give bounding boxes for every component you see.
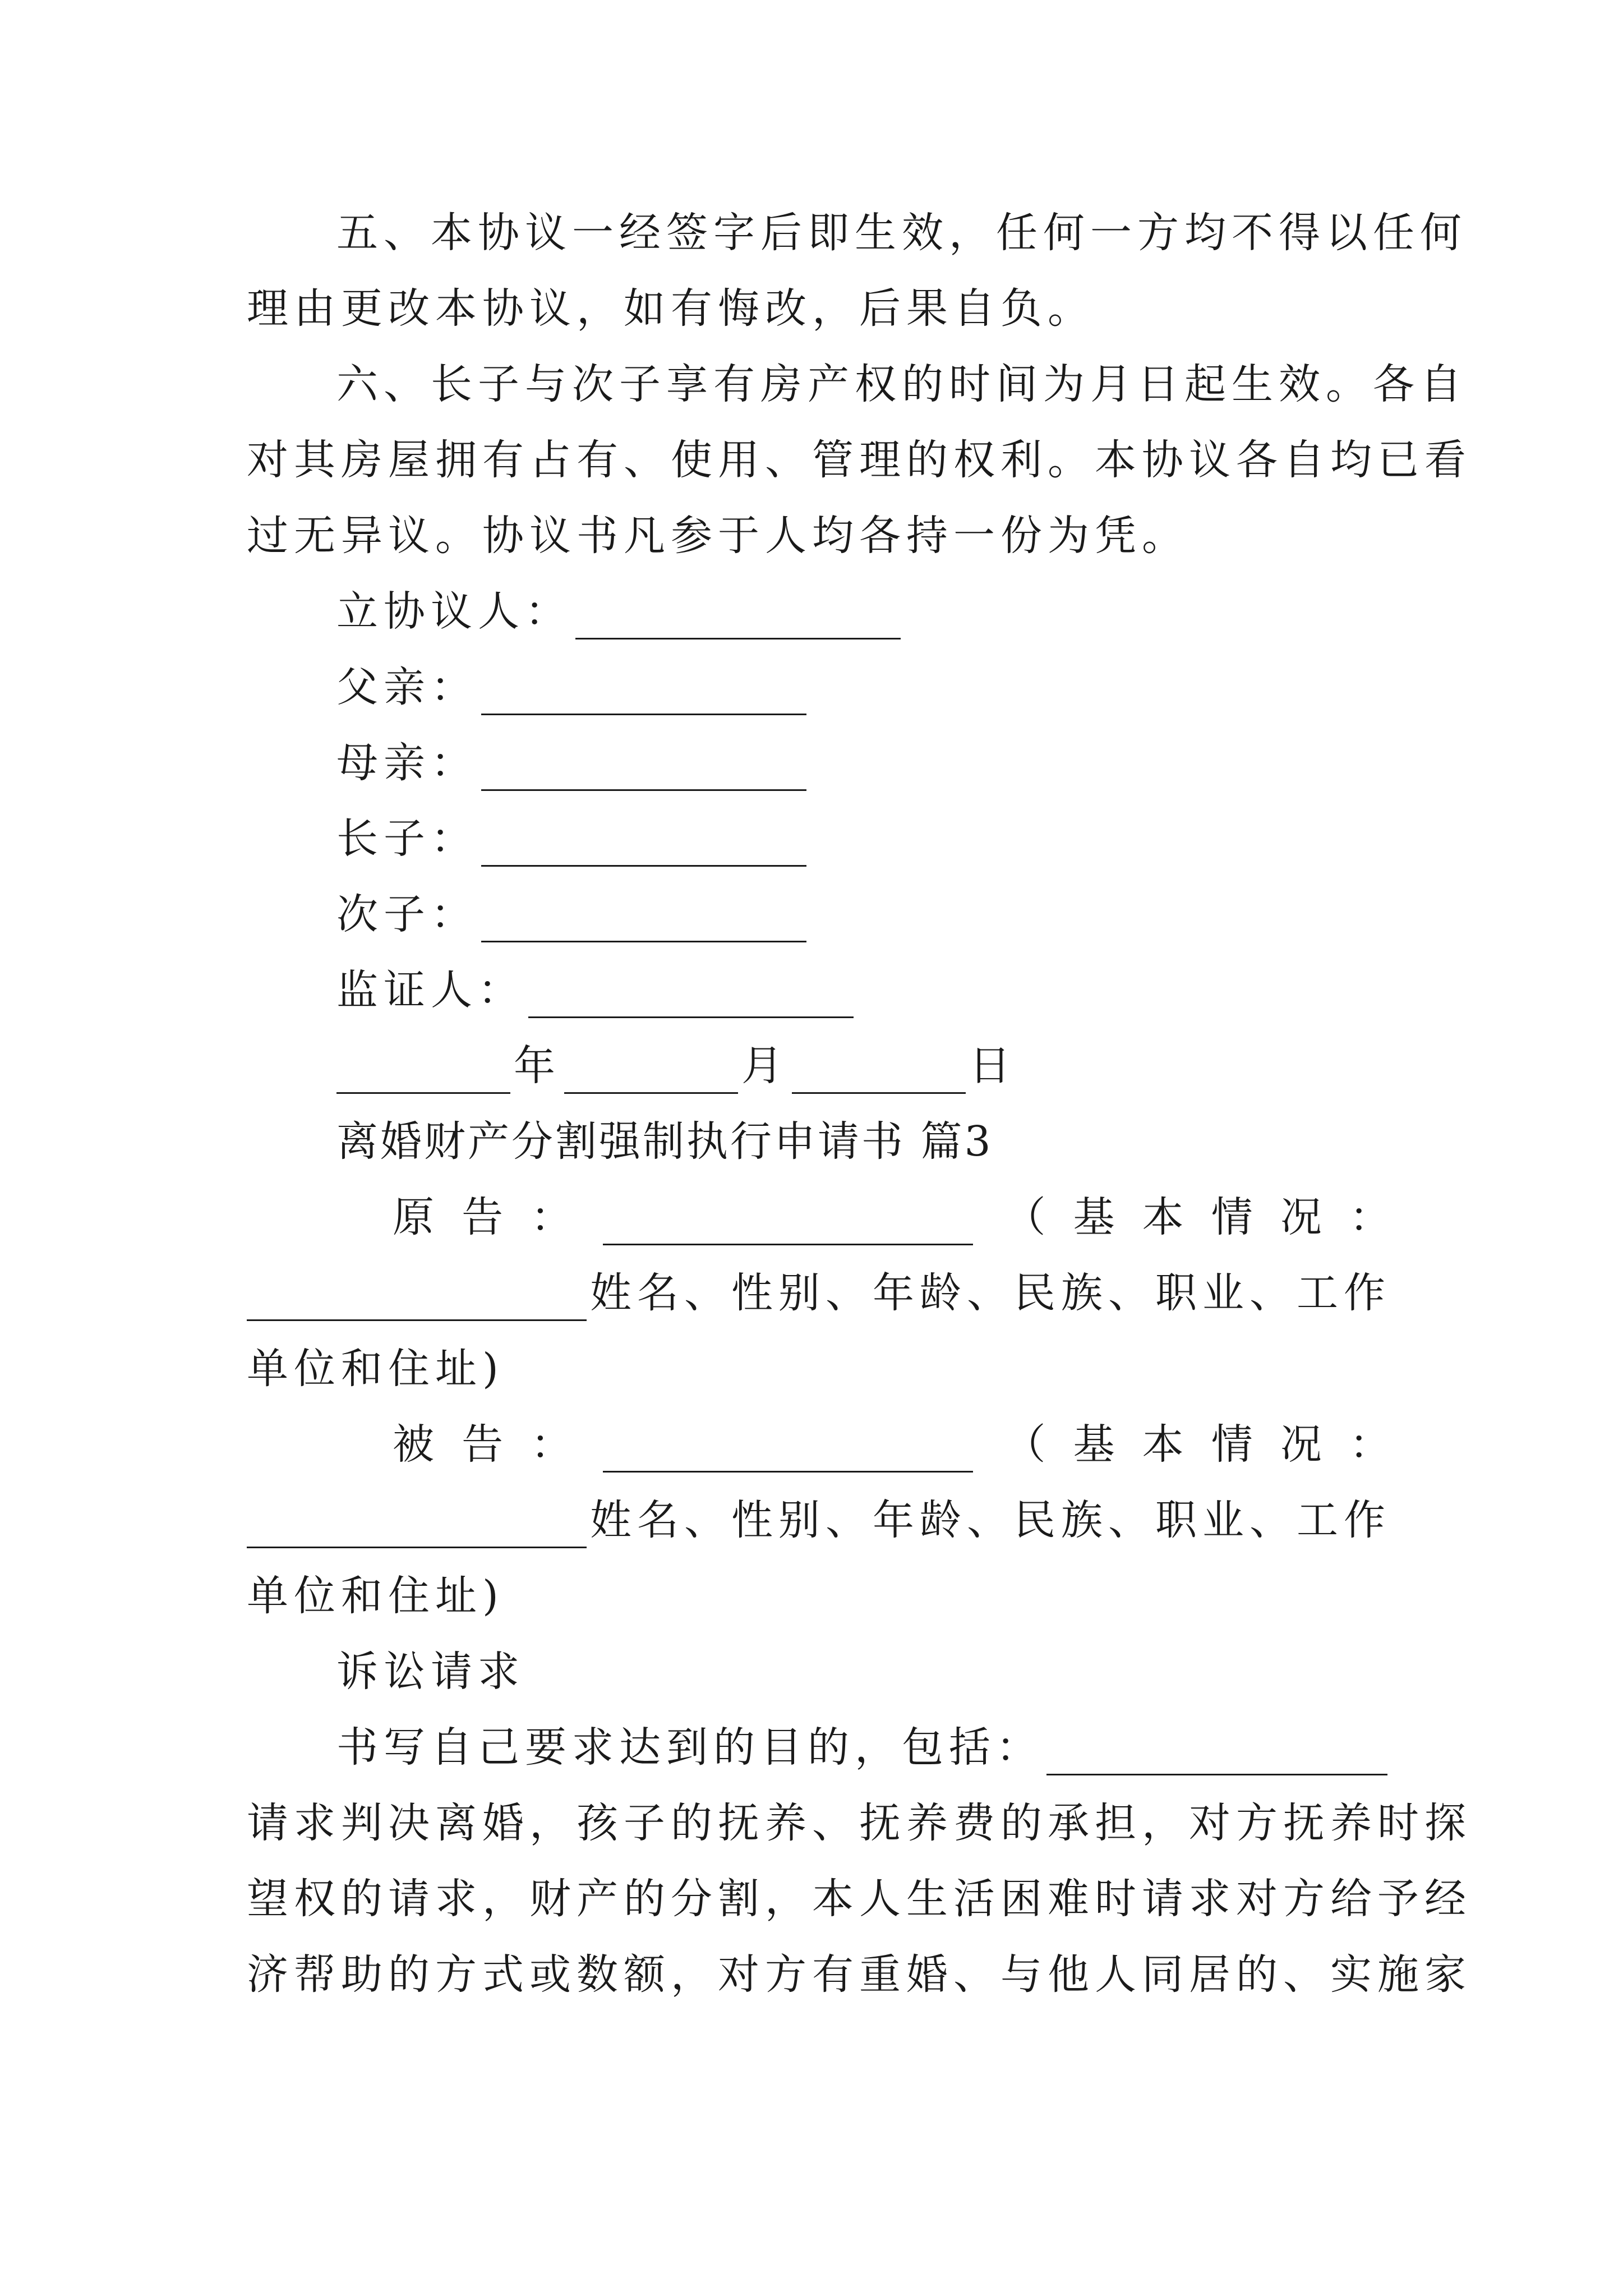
signature-younger-son-blank [481, 896, 806, 942]
plaintiff-label-char-1: 原 [393, 1193, 434, 1241]
claims-line-4: 济帮助的方式或数额，对方有重婚、与他人同居的、实施家 [247, 1950, 1472, 1999]
date-year-label: 年 [514, 1042, 561, 1090]
signature-younger-son-row [336, 886, 1391, 942]
defendant-info-char-2: 基 [1073, 1420, 1115, 1469]
clause-5-line-1: 五、本协议一经签字后即生效，任何一方均不得以任何 [336, 209, 1467, 257]
plaintiff-info-char-3: 本 [1142, 1193, 1184, 1241]
signature-father-row [336, 659, 1391, 715]
claims-blank [1046, 1729, 1387, 1775]
plaintiff-info-char-5: 况 [1280, 1193, 1322, 1241]
date-row [336, 1038, 1391, 1094]
defendant-info-blank [247, 1502, 587, 1548]
defendant-info-char-3: 本 [1142, 1420, 1184, 1469]
plaintiff-info-blank [247, 1274, 587, 1321]
defendant-line-2 [247, 1492, 1391, 1548]
date-day-blank [792, 1047, 966, 1094]
plaintiff-name-blank [603, 1199, 973, 1245]
date-month-blank [564, 1047, 738, 1094]
plaintiff-line-2 [247, 1265, 1391, 1321]
signature-elder-son-blank [481, 820, 806, 867]
defendant-info-text: 姓名、性别、年龄、民族、职业、工作 [590, 1496, 1391, 1544]
plaintiff-info-char-2: 基 [1073, 1193, 1115, 1241]
plaintiff-info-char-6: ： [1349, 1193, 1391, 1241]
defendant-info-char-1: （ [1004, 1420, 1046, 1469]
plaintiff-info-char-1: （ [1004, 1193, 1046, 1241]
signature-witness-row [336, 962, 1391, 1018]
signature-father-label: 父亲： [336, 663, 478, 711]
clause-6-line-1: 六、长子与次子享有房产权的时间为月日起生效。各自 [336, 360, 1467, 408]
signature-witness-blank [528, 972, 854, 1018]
claims-heading: 诉讼请求 [336, 1648, 525, 1696]
defendant-info-char-6: ： [1349, 1420, 1391, 1469]
defendant-label-char-1: 被 [393, 1420, 434, 1469]
clause-6-line-3: 过无异议。协议书凡参于人均各持一份为凭。 [247, 512, 1189, 560]
plaintiff-info-char-4: 情 [1211, 1193, 1253, 1241]
signature-younger-son-label: 次子： [336, 890, 478, 938]
defendant-label-char-3: ： [531, 1420, 573, 1469]
defendant-info-char-5: 况 [1280, 1420, 1322, 1469]
signature-mother-blank [481, 744, 806, 791]
clause-6-line-2: 对其房屋拥有占有、使用、管理的权利。本协议各自均已看 [247, 436, 1472, 484]
claims-line-2: 请求判决离婚，孩子的抚养、抚养费的承担，对方抚养时探 [247, 1799, 1472, 1847]
plaintiff-label-char-2: 告 [462, 1193, 504, 1241]
signature-mother-label: 母亲： [336, 739, 478, 787]
date-day-label: 日 [969, 1042, 1016, 1090]
defendant-label-char-2: 告 [462, 1420, 504, 1469]
defendant-name-blank [603, 1426, 973, 1473]
signature-party-row [336, 583, 1391, 639]
signature-witness-label: 监证人： [336, 966, 525, 1014]
signature-father-blank [481, 669, 806, 715]
signature-elder-son-label: 长子： [336, 815, 478, 863]
signature-mother-row [336, 735, 1391, 791]
defendant-row [393, 1416, 1391, 1473]
plaintiff-label-char-3: ： [531, 1193, 573, 1241]
plaintiff-line-3: 单位和住址) [247, 1345, 504, 1393]
signature-party-label: 立协议人： [336, 587, 572, 636]
signature-party-blank [575, 593, 901, 639]
claims-line-1 [336, 1719, 1391, 1775]
section-title: 离婚财产分割强制执行申请书 篇3 [336, 1117, 993, 1166]
defendant-info-char-4: 情 [1211, 1420, 1253, 1469]
claims-line-1-text: 书写自己要求达到的目的，包括： [336, 1723, 1043, 1772]
plaintiff-info-text: 姓名、性别、年龄、民族、职业、工作 [590, 1269, 1391, 1317]
clause-5-line-2: 理由更改本协议，如有悔改，后果自负。 [247, 284, 1095, 333]
claims-line-3: 望权的请求，财产的分割，本人生活困难时请求对方给予经 [247, 1875, 1472, 1923]
defendant-line-3: 单位和住址) [247, 1572, 504, 1620]
date-year-blank [336, 1047, 510, 1094]
date-month-label: 月 [741, 1042, 789, 1090]
plaintiff-row [393, 1189, 1391, 1245]
signature-elder-son-row [336, 811, 1391, 867]
